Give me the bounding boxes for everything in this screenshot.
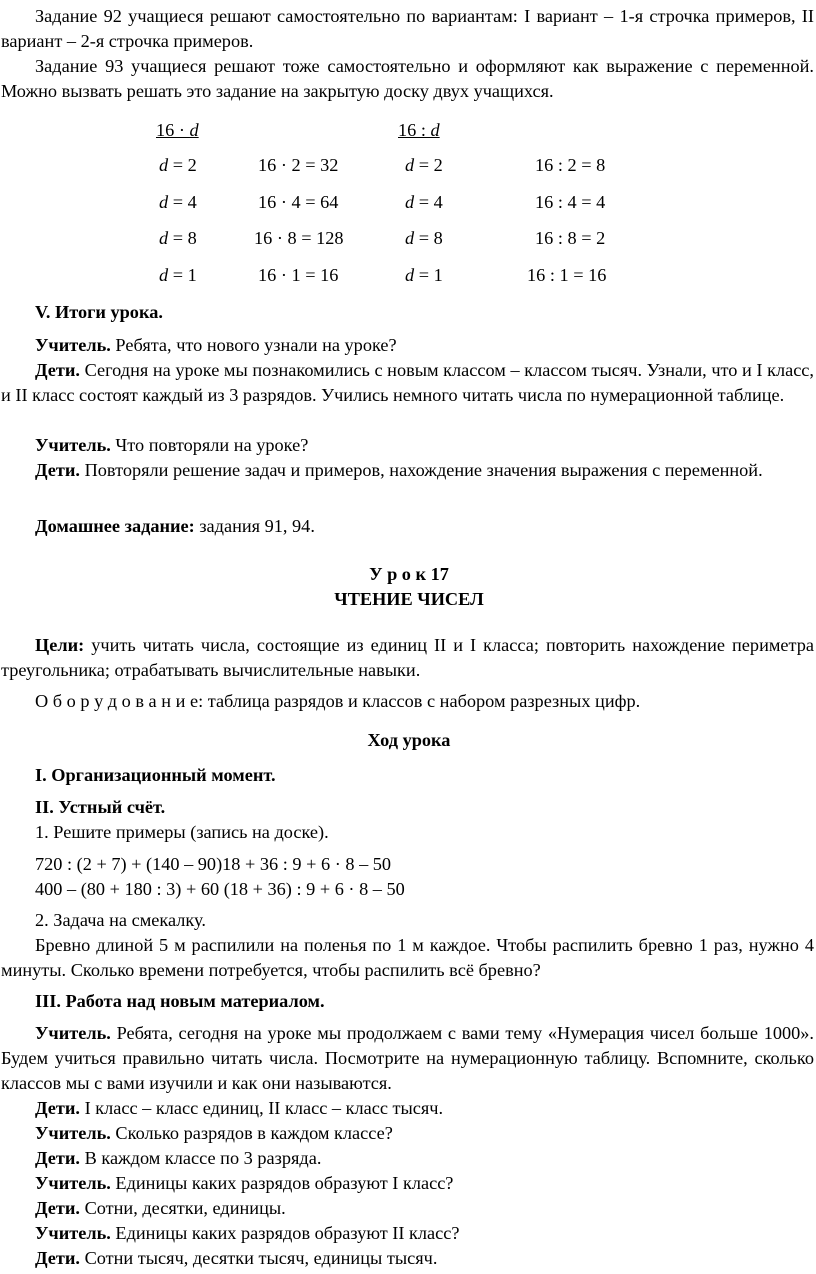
speech-text: Что повторяли на уроке? <box>110 435 309 455</box>
paragraph-task-93: Задание 93 учащиеся решают тоже самостоятельно и оформляют как выражение с переменной. Можно вызвать решать это задание на закрытую доску двух учащихся. <box>1 56 814 101</box>
dialog-children-1 <box>0 358 816 408</box>
variable-d: d <box>159 192 169 212</box>
variable-d: d <box>159 228 169 248</box>
table-row-4-multiply: 16 · 1 = 16 <box>258 265 339 285</box>
lesson-subtitle: ЧТЕНИЕ ЧИСЕЛ <box>334 589 484 609</box>
goals-label: Цели: <box>35 635 85 655</box>
speech-text: Повторяли решение задач и примеров, нахождение значения выражения с переменной. <box>80 460 763 480</box>
variable-value: = 4 <box>168 192 197 212</box>
speaker-label: Дети. <box>35 1198 80 1218</box>
header-divide-number: 16 : <box>398 120 431 140</box>
speech-text: I класс – класс единиц, II класс – класс тысяч. <box>80 1098 444 1118</box>
equipment-label: О б о р у д о в а н и е <box>35 691 199 711</box>
speaker-label: Дети. <box>35 1098 80 1118</box>
speaker-label: Учитель. <box>35 335 111 355</box>
variable-d: d <box>405 155 415 175</box>
table-row-4-var-right <box>405 263 443 288</box>
task-2-text: Бревно длиной 5 м распилили на поленья по 1 м каждое. Чтобы распилить бревно 1 раз, нужно 4 минуты. Сколько времени потребуется, чтобы распилить всё бревно? <box>1 935 814 980</box>
speech-text: Сколько разрядов в каждом классе? <box>110 1123 393 1143</box>
homework-line <box>0 514 816 539</box>
homework-label: Домашнее задание: <box>35 516 195 536</box>
example-line-1: 720 : (2 + 7) + (140 – 90)18 + 36 : 9 + 6 · 8 – 50 <box>35 854 392 874</box>
speaker-label: Дети. <box>35 460 80 480</box>
dialog-teacher-2 <box>0 433 816 458</box>
section-heading-2: II. Устный счёт. <box>35 797 166 817</box>
variable-value: = 8 <box>414 228 443 248</box>
paragraph-task-92: Задание 92 учащиеся решают самостоятельно по вариантам: I вариант – 1-я строчка примеров, II вариант – 2-я строчка примеров. <box>1 6 814 51</box>
dialog-line <box>0 1221 816 1246</box>
lesson-progress-heading: Ход урока <box>367 730 451 750</box>
table-row-1-divide: 16 : 2 = 8 <box>535 155 606 175</box>
table-row-2-var <box>159 190 197 215</box>
speaker-label: Дети. <box>35 360 80 380</box>
dialog-line <box>0 1196 816 1221</box>
speech-text: Сотни, десятки, единицы. <box>80 1198 286 1218</box>
table-header-multiply <box>156 118 199 143</box>
expression-table <box>0 118 816 318</box>
dialog-line <box>0 1121 816 1146</box>
table-row-4-divide: 16 : 1 = 16 <box>527 265 607 285</box>
table-row-2-multiply: 16 · 4 = 64 <box>258 192 339 212</box>
header-multiply-variable: d <box>189 120 199 140</box>
variable-value: = 8 <box>168 228 197 248</box>
header-multiply-number: 16 · <box>156 120 190 140</box>
table-row-2-var-right <box>405 190 443 215</box>
dialog-line <box>0 1146 816 1171</box>
lesson-goals <box>0 633 816 683</box>
task-2: 2. Задача на смекалку. <box>35 910 206 930</box>
speaker-label: Учитель. <box>35 1023 111 1043</box>
example-line-2: 400 – (80 + 180 : 3) + 60 (18 + 36) : 9 + 6 · 8 – 50 <box>35 879 405 899</box>
header-divide-variable: d <box>430 120 440 140</box>
variable-value: = 4 <box>414 192 443 212</box>
dialog-line <box>0 1096 816 1121</box>
table-row-4-var <box>159 263 197 288</box>
variable-value: = 2 <box>414 155 443 175</box>
speaker-label: Дети. <box>35 1148 80 1168</box>
speech-text: Единицы каких разрядов образуют I класс? <box>110 1173 454 1193</box>
speech-text: Ребята, сегодня на уроке мы продолжаем с вами тему «Нумерация чисел больше 1000». Будем учиться правильно читать числа. Посмотрите на нумерационную таблицу. Вспомните, сколько классов мы с вами изучили и как они называются. <box>1 1023 814 1093</box>
table-row-1-var-right <box>405 153 443 178</box>
table-row-3-var <box>159 226 197 251</box>
table-row-3-multiply: 16 · 8 = 128 <box>254 228 344 248</box>
speaker-label: Учитель. <box>35 435 111 455</box>
table-row-1-multiply: 16 · 2 = 32 <box>258 155 339 175</box>
speaker-label: Дети. <box>35 1248 80 1268</box>
dialog-teacher-1 <box>0 333 816 358</box>
lesson-title: У р о к 17 <box>369 564 449 584</box>
speech-text: Сегодня на уроке мы познакомились с новым классом – классом тысяч. Узнали, что и I класс, и II класс состоят каждый из 3 разрядов. Учились немного читать числа по нумерационной таблице. <box>1 360 814 405</box>
speaker-label: Учитель. <box>35 1123 111 1143</box>
dialog-children-2 <box>0 458 816 483</box>
table-row-1-var <box>159 153 197 178</box>
speaker-label: Учитель. <box>35 1223 111 1243</box>
speech-text: Единицы каких разрядов образуют II класс? <box>110 1223 460 1243</box>
variable-d: d <box>405 192 415 212</box>
homework-text: задания 91, 94. <box>194 516 315 536</box>
section-heading-3: III. Работа над новым материалом. <box>35 991 325 1011</box>
variable-d: d <box>159 155 169 175</box>
variable-d: d <box>405 265 415 285</box>
goals-text: учить читать числа, состоящие из единиц II и I класса; повторить нахождение периметра треугольника; отрабатывать вычислительные навыки. <box>1 635 814 680</box>
dialog-line <box>0 1021 816 1096</box>
variable-d: d <box>405 228 415 248</box>
dialog-line <box>0 1246 816 1271</box>
variable-value: = 1 <box>168 265 197 285</box>
variable-value: = 2 <box>168 155 197 175</box>
task-1: 1. Решите примеры (запись на доске). <box>35 822 329 842</box>
table-header-divide <box>398 118 440 143</box>
section-heading-summary: V. Итоги урока. <box>35 302 163 322</box>
variable-d: d <box>159 265 169 285</box>
table-row-3-divide: 16 : 8 = 2 <box>535 228 606 248</box>
lesson-equipment <box>0 689 816 714</box>
speech-text: В каждом классе по 3 разряда. <box>80 1148 322 1168</box>
variable-value: = 1 <box>414 265 443 285</box>
table-row-3-var-right <box>405 226 443 251</box>
equipment-text: : таблица разрядов и классов с набором разрезных цифр. <box>198 691 641 711</box>
speech-text: Ребята, что нового узнали на уроке? <box>110 335 397 355</box>
table-row-2-divide: 16 : 4 = 4 <box>535 192 606 212</box>
speaker-label: Учитель. <box>35 1173 111 1193</box>
section-heading-1: I. Организационный момент. <box>35 765 276 785</box>
speech-text: Сотни тысяч, десятки тысяч, единицы тысяч. <box>80 1248 438 1268</box>
dialog-line <box>0 1171 816 1196</box>
